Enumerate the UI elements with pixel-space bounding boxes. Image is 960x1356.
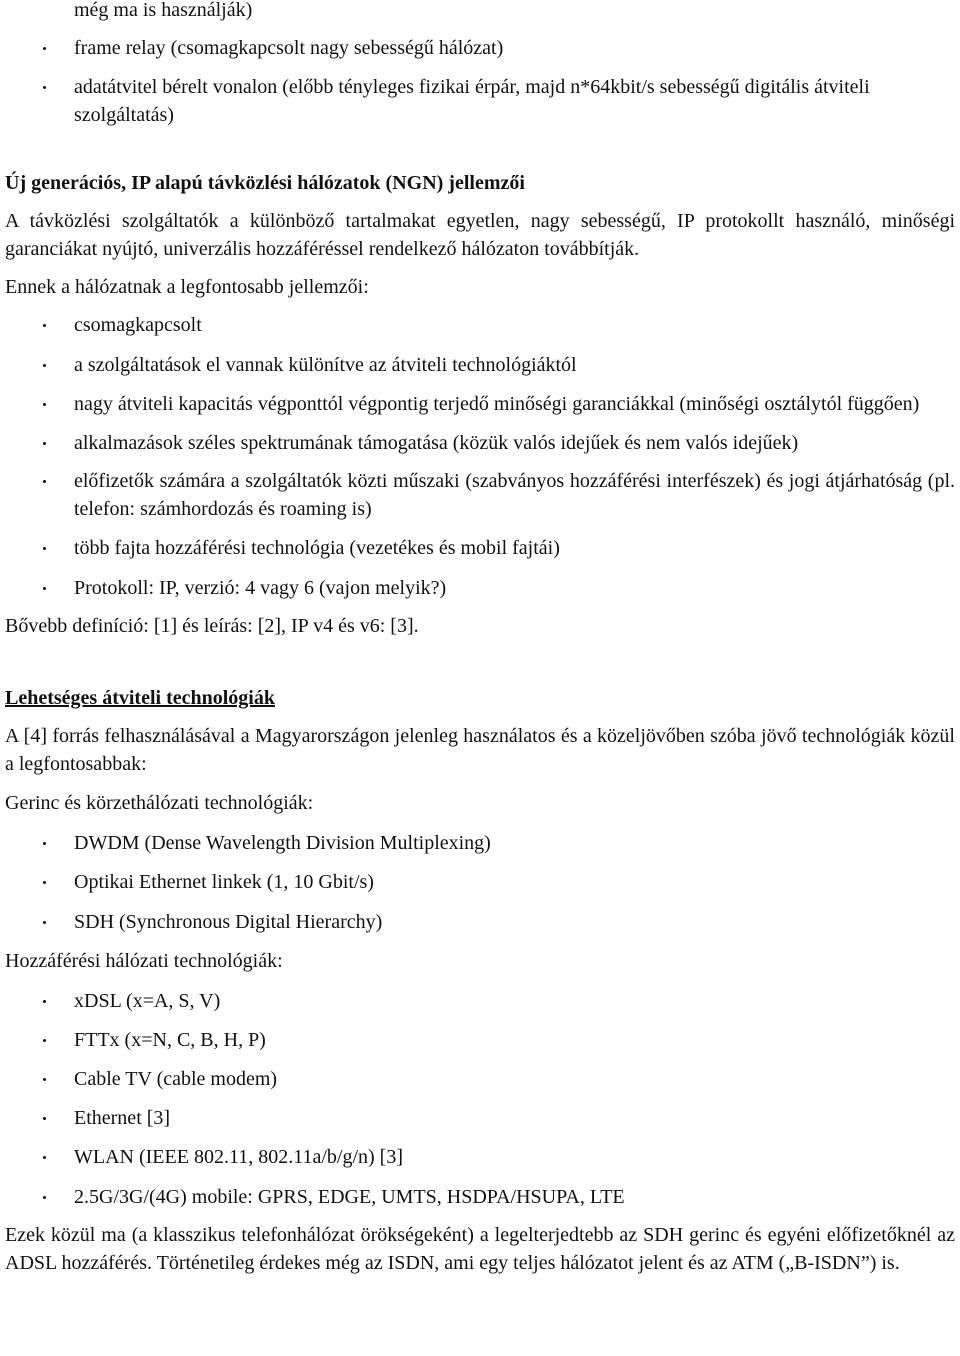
list-item: xDSL (x=A, S, V): [5, 987, 955, 1015]
list-item: DWDM (Dense Wavelength Division Multiplexing): [5, 829, 955, 857]
document-page: [5, 0, 955, 1277]
list-item: WLAN (IEEE 802.11, 802.11a/b/g/n) [3]: [5, 1143, 955, 1171]
list-item: nagy átviteli kapacitás végponttól végpontig terjedő minőségi garanciákkal (minőségi osztálytól függően): [5, 390, 955, 418]
tech-intro-paragraph: A [4] forrás felhasználásával a Magyarországon jelenleg használatos és a közeljövőben szóba jövő technológiák közül a legfontosabbak:: [5, 725, 955, 775]
list-item: több fajta hozzáférési technológia (vezetékes és mobil fajtái): [5, 534, 955, 562]
list-continuation: még ma is használják): [74, 0, 253, 21]
list-item: Protokoll: IP, verzió: 4 vagy 6 (vajon melyik?): [5, 574, 955, 602]
list-item: alkalmazások széles spektrumának támogatása (közük valós idejűek és nem valós idejűek): [5, 429, 955, 457]
list-item: FTTx (x=N, C, B, H, P): [5, 1026, 955, 1054]
list-item: 2.5G/3G/(4G) mobile: GPRS, EDGE, UMTS, HSDPA/HSUPA, LTE: [5, 1183, 955, 1211]
ngn-intro-paragraph: A távközlési szolgáltatók a különböző tartalmakat egyetlen, nagy sebességű, IP protokollt használó, minőségi garanciákat nyújtó, univerzális hozzáféréssel rendelkező hálózaton továbbítják.: [5, 210, 955, 260]
section-heading-ngn: Új generációs, IP alapú távközlési hálózatok (NGN) jellemzői: [5, 172, 525, 194]
access-label: Hozzáférési hálózati technológiák:: [5, 950, 283, 972]
section-heading-tech: Lehetséges átviteli technológiák: [5, 687, 275, 709]
list-item: frame relay (csomagkapcsolt nagy sebességű hálózat): [5, 34, 955, 62]
list-item: a szolgáltatások el vannak különítve az átviteli technológiáktól: [5, 351, 955, 379]
list-item: Optikai Ethernet linkek (1, 10 Gbit/s): [5, 868, 955, 896]
list-item: Cable TV (cable modem): [5, 1065, 955, 1093]
backbone-label: Gerinc és körzethálózati technológiák:: [5, 792, 314, 814]
list-item: Ethernet [3]: [5, 1104, 955, 1132]
ngn-more-info: Bővebb definíció: [1] és leírás: [2], IP v4 és v6: [3].: [5, 615, 419, 637]
closing-paragraph: Ezek közül ma (a klasszikus telefonhálózat örökségeként) a legelterjedtebb az SDH gerinc és egyéni előfizetőknél az ADSL hozzáférés. Történetileg érdekes még az ISDN, ami egy teljes hálózatot jelent és az ATM („B-ISDN”) is.: [5, 1224, 955, 1274]
list-item: SDH (Synchronous Digital Hierarchy): [5, 908, 955, 936]
list-item: csomagkapcsolt: [5, 311, 955, 339]
list-item: előfizetők számára a szolgáltatók közti műszaki (szabványos hozzáférési interfészek) és jogi átjárhatóság (pl. telefon: számhordozás és roaming is): [5, 467, 955, 523]
ngn-lead: Ennek a hálózatnak a legfontosabb jellemzői:: [5, 276, 369, 298]
list-item: adatátvitel bérelt vonalon (előbb tényleges fizikai érpár, majd n*64kbit/s sebességű digitális átviteli szolgáltatás): [5, 73, 955, 129]
